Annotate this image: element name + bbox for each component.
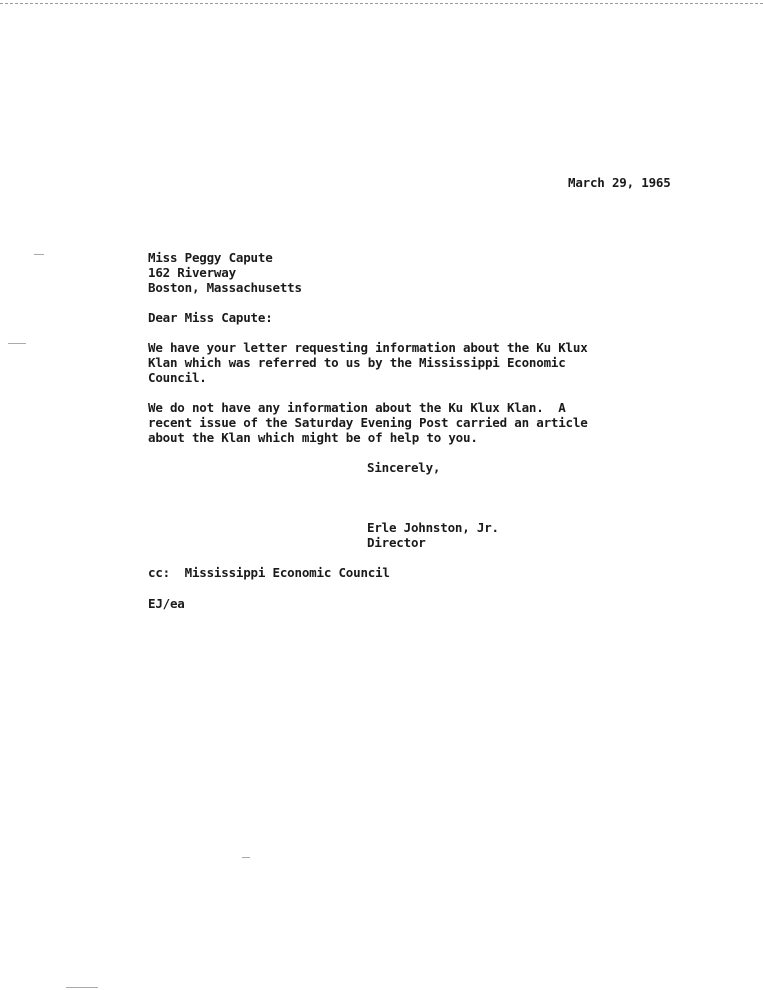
signer-title: Director xyxy=(367,535,426,550)
recipient-city: Boston, Massachusetts xyxy=(148,280,302,295)
scan-speck xyxy=(8,343,26,344)
body-paragraph-2 xyxy=(148,400,588,445)
body-line: Council. xyxy=(148,370,207,385)
recipient-street: 162 Riverway xyxy=(148,265,236,280)
closing: Sincerely, xyxy=(367,460,441,475)
signature-block xyxy=(367,520,499,550)
scan-speck xyxy=(242,857,250,858)
scan-speck xyxy=(66,987,98,988)
body-line: We do not have any information about the Ku Klux Klan. A xyxy=(148,400,566,415)
salutation: Dear Miss Capute: xyxy=(148,310,273,325)
recipient-address xyxy=(148,250,302,295)
letter-date: March 29, 1965 xyxy=(568,175,671,190)
typist-initials: EJ/ea xyxy=(148,596,185,611)
page-top-edge xyxy=(0,3,763,4)
body-line: recent issue of the Saturday Evening Post carried an article xyxy=(148,415,588,430)
signer-name: Erle Johnston, Jr. xyxy=(367,520,499,535)
body-line: We have your letter requesting information about the Ku Klux xyxy=(148,340,588,355)
body-paragraph-1 xyxy=(148,340,588,385)
body-line: Klan which was referred to us by the Mississippi Economic xyxy=(148,355,566,370)
recipient-name: Miss Peggy Capute xyxy=(148,250,273,265)
body-line: about the Klan which might be of help to you. xyxy=(148,430,478,445)
cc-line: cc: Mississippi Economic Council xyxy=(148,565,390,580)
scan-speck xyxy=(34,254,44,255)
